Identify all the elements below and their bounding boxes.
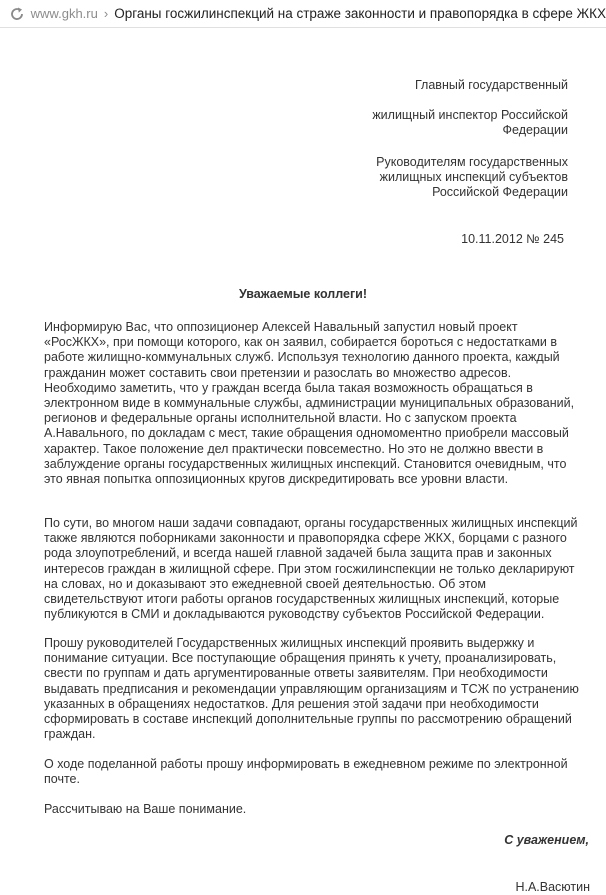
closing-phrase: С уважением, [504, 833, 589, 847]
sender-line: Федерации [502, 123, 568, 138]
recipient-line: жилищных инспекций субъектов [379, 170, 568, 185]
sender-line: жилищный инспектор Российской [372, 108, 568, 123]
paragraph-text: О ходе поделанной работы прошу информировать в ежедневном режиме по электронной почте. [44, 757, 568, 787]
paragraph [44, 516, 584, 622]
recipient-line: Руководителям государственных [376, 155, 568, 169]
paragraph-text: Рассчитываю на Ваше понимание. [44, 802, 247, 816]
paragraph [44, 636, 584, 742]
paragraph-text: Информирую Вас, что оппозиционер Алексей Навальный запустил новый проект «РосЖКХ», при помощи которого, как он заявил, собирается бороться с недостатками в работе жилищно-коммунальных служб. Используя технологию данного проекта, каждый гражданин может составить свои претензии и разослать во множество адресов. Необходимо заметить, что у граждан всегда была такая возможность обращаться в электронном виде в коммунальные службы, администрации муниципальных образований, регионов и федеральные органы исполнительной власти. Но с запуском проекта А.Навального, по докладам с мест, такие обращения одномоментно приобрели массовый характер. Такое положение дел практически повсеместно. Но это не должно ввести в заблуждение органы государственных жилищных инспекций. Становится очевидным, что это явная попытка оппозиционных кругов дискредитировать все уровни власти. [44, 320, 575, 487]
recipient-line: Российской Федерации [432, 185, 568, 200]
paragraph [44, 757, 584, 787]
page-title: Органы госжилинспекций на страже законности и правопорядка в сфере ЖКХ [114, 6, 606, 21]
reload-icon[interactable] [8, 3, 27, 25]
breadcrumb-separator: › [103, 6, 109, 21]
recipient-block [376, 155, 568, 201]
sender-block [372, 78, 568, 139]
address-bar[interactable] [0, 0, 606, 28]
paragraph-text: Прошу руководителей Государственных жилищных инспекций проявить выдержку и понимание ситуации. Все поступающие обращения принять к учету, проанализировать, свести по группам и дать аргументированные ответы заявителям. При необходимости выдавать предписания и рекомендации управляющим организациям и ТСЖ по устранению указанных в обращениях недостатков. Для решения этой задачи при необходимости сформировать в составе инспекций дополнительные группы по рассмотрению обращений граждан. [44, 636, 579, 742]
paragraph [44, 802, 584, 817]
sender-line: Главный государственный [414, 78, 568, 92]
paragraph [44, 320, 584, 487]
signature: Н.А.Васютин [515, 880, 590, 894]
greeting: Уважаемые коллеги! [238, 287, 367, 301]
letter-document [0, 27, 606, 895]
document-date-number: 10.11.2012 № 245 [461, 232, 564, 246]
url-text[interactable]: www.gkh.ru [30, 6, 98, 21]
paragraph-text: По сути, во многом наши задачи совпадают, органы государственных жилищных инспекций также являются поборниками законности и правопорядка сфере ЖКХ, борцами с разного рода злоупотреблений, и всегда нашей главной задачей была защита прав и законных интересов граждан в жилищной сфере. При этом госжилинспекции не только декларируют на словах, но и доказывают это ежедневной своей деятельностью. Об этом свидетельствуют итоги работы органов государственных жилищных инспекций, которые публикуются в СМИ и докладываются руководству субъектов Российской Федерации. [44, 516, 578, 622]
